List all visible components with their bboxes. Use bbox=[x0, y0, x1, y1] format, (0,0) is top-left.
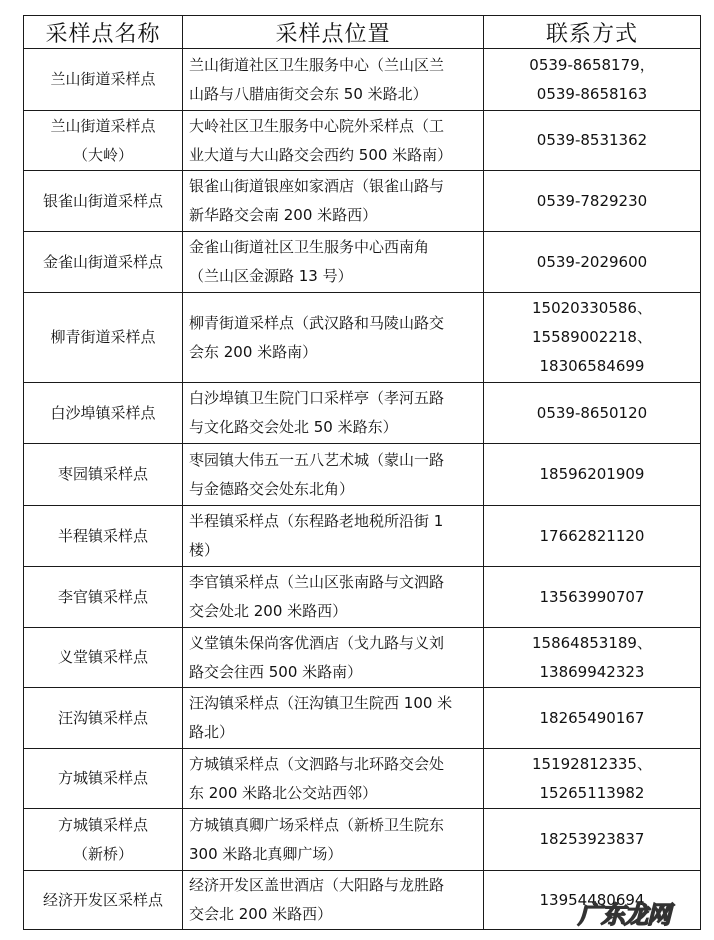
site-location-cell bbox=[183, 293, 484, 383]
contact-phone-cell-line: 13563990707 bbox=[539, 587, 645, 606]
table-row bbox=[24, 232, 701, 293]
site-name-cell-line: 义堂镇采样点 bbox=[57, 648, 148, 666]
contact-phone-cell-line: 0539-8531362 bbox=[536, 131, 648, 149]
table-row bbox=[24, 506, 701, 567]
table-body bbox=[24, 49, 701, 930]
table-row bbox=[24, 293, 701, 383]
site-location-cell bbox=[183, 383, 484, 444]
table-row bbox=[24, 567, 701, 628]
contact-phone-cell-line: 0539-7829230 bbox=[536, 191, 648, 210]
site-name-cell bbox=[24, 111, 183, 171]
contact-phone-cell bbox=[484, 49, 701, 111]
watermark-logo: 广东龙网 bbox=[578, 901, 670, 929]
contact-phone-cell bbox=[484, 444, 701, 506]
site-location-cell-line: 路北） bbox=[189, 723, 235, 741]
contact-phone-cell-line: 17662821120 bbox=[539, 526, 645, 545]
site-location-cell bbox=[183, 171, 484, 232]
site-name-cell-line: 银雀山街道采样点 bbox=[42, 191, 163, 210]
site-location-cell-line: 方城镇真卿广场采样点（新桥卫生院东 bbox=[189, 815, 445, 834]
contact-phone-cell-line: 18253923837 bbox=[539, 830, 645, 848]
site-location-cell bbox=[183, 111, 484, 171]
site-location-cell-line: 交会北 200 米路西） bbox=[189, 905, 333, 923]
site-location-cell-line: （兰山区金源路 13 号） bbox=[189, 267, 353, 285]
site-name-cell-line: 柳青街道采样点 bbox=[50, 328, 156, 346]
site-location-cell-line: 汪沟镇采样点（汪沟镇卫生院西 100 米 bbox=[189, 694, 453, 712]
contact-phone-cell-line: 15265113982 bbox=[539, 783, 645, 802]
site-location-cell bbox=[183, 567, 484, 628]
site-location-cell bbox=[183, 749, 484, 809]
site-location-cell-line: 大岭社区卫生服务中心院外采样点（工 bbox=[189, 116, 445, 135]
site-location-cell-line: 新华路交会南 200 米路西） bbox=[189, 206, 378, 224]
contact-phone-cell bbox=[484, 628, 701, 688]
contact-phone-cell bbox=[484, 111, 701, 171]
site-name-cell-line: 李官镇采样点 bbox=[57, 587, 148, 606]
table-row bbox=[24, 628, 701, 688]
contact-phone-cell bbox=[484, 293, 701, 383]
site-name-cell-line: （新桥） bbox=[72, 844, 133, 863]
site-name-cell-line: 兰山街道采样点 bbox=[50, 70, 156, 88]
contact-phone-cell-line: 15589002218、 bbox=[532, 328, 652, 346]
contact-phone-cell bbox=[484, 688, 701, 749]
contact-phone-cell-line: 0539-2029600 bbox=[536, 252, 648, 271]
contact-phone-cell bbox=[484, 171, 701, 232]
site-location-cell-line: 与文化路交会处北 50 米路东） bbox=[189, 418, 398, 436]
contact-phone-cell-line: 0539-8658179， bbox=[529, 55, 655, 74]
site-name-cell-line: 方城镇采样点 bbox=[57, 769, 148, 787]
site-location-cell bbox=[183, 444, 484, 506]
site-location-cell-line: 义堂镇朱保尚客优酒店（戈九路与义刘 bbox=[189, 633, 445, 652]
site-name-cell-line: （大岭） bbox=[72, 145, 133, 164]
site-name-cell bbox=[24, 688, 183, 749]
table-row bbox=[24, 444, 701, 506]
site-name-cell-line: 半程镇采样点 bbox=[57, 526, 148, 545]
contact-phone-cell-line: 18596201909 bbox=[539, 465, 645, 483]
contact-phone-cell-line: 15192812335、 bbox=[532, 754, 652, 773]
header-site-name: 采样点名称 bbox=[24, 16, 183, 49]
site-name-cell-line: 白沙埠镇采样点 bbox=[50, 403, 156, 422]
contact-phone-cell bbox=[484, 749, 701, 809]
table-row bbox=[24, 749, 701, 809]
contact-phone-cell bbox=[484, 232, 701, 293]
site-name-cell bbox=[24, 383, 183, 444]
site-location-cell-line: 兰山街道社区卫生服务中心（兰山区兰 bbox=[189, 55, 445, 74]
site-name-cell bbox=[24, 567, 183, 628]
header-contact: 联系方式 bbox=[484, 16, 701, 49]
site-name-cell-line: 经济开发区采样点 bbox=[42, 890, 163, 909]
site-name-cell bbox=[24, 871, 183, 930]
site-name-cell bbox=[24, 49, 183, 111]
table-row bbox=[24, 383, 701, 444]
contact-phone-cell bbox=[484, 809, 701, 871]
site-location-cell bbox=[183, 506, 484, 567]
site-name-cell bbox=[24, 232, 183, 293]
site-name-cell bbox=[24, 506, 183, 567]
site-name-cell-line: 汪沟镇采样点 bbox=[57, 708, 148, 727]
site-location-cell-line: 交会处北 200 米路西） bbox=[189, 602, 348, 620]
site-name-cell-line: 金雀山街道采样点 bbox=[42, 252, 163, 271]
site-name-cell bbox=[24, 749, 183, 809]
site-location-cell-line: 经济开发区盖世酒店（大阳路与龙胜路 bbox=[189, 876, 445, 894]
site-location-cell-line: 会东 200 米路南） bbox=[189, 342, 318, 361]
contact-phone-cell-line: 13869942323 bbox=[539, 662, 645, 681]
site-name-cell bbox=[24, 628, 183, 688]
header-site-location: 采样点位置 bbox=[183, 16, 484, 49]
table-row bbox=[24, 809, 701, 871]
contact-phone-cell bbox=[484, 567, 701, 628]
site-name-cell bbox=[24, 171, 183, 232]
site-location-cell bbox=[183, 688, 484, 749]
site-location-cell-line: 300 米路北真卿广场） bbox=[189, 844, 343, 863]
site-location-cell-line: 银雀山街道银座如家酒店（银雀山路与 bbox=[189, 177, 445, 195]
site-location-cell-line: 半程镇采样点（东程路老地税所沿街 1 bbox=[189, 512, 444, 530]
site-location-cell-line: 金雀山街道社区卫生服务中心西南角 bbox=[189, 238, 430, 256]
site-location-cell bbox=[183, 809, 484, 871]
site-location-cell-line: 白沙埠镇卫生院门口采样亭（孝河五路 bbox=[189, 389, 445, 407]
site-location-cell-line: 楼） bbox=[189, 541, 220, 559]
site-location-cell-line: 方城镇采样点（文泗路与北环路交会处 bbox=[189, 754, 445, 773]
table-row bbox=[24, 171, 701, 232]
site-location-cell-line: 路交会往西 500 米路南） bbox=[189, 662, 363, 681]
site-location-cell-line: 枣园镇大伟五一五八艺术城（蒙山一路 bbox=[189, 450, 445, 469]
contact-phone-cell-line: 13954480694 bbox=[539, 890, 645, 909]
sampling-sites-table bbox=[23, 15, 701, 930]
site-name-cell bbox=[24, 293, 183, 383]
site-location-cell-line: 柳青街道采样点（武汉路和马陵山路交 bbox=[189, 313, 445, 332]
site-name-cell bbox=[24, 809, 183, 871]
site-name-cell-line: 兰山街道采样点 bbox=[50, 116, 156, 135]
site-location-cell bbox=[183, 49, 484, 111]
site-location-cell bbox=[183, 871, 484, 930]
site-location-cell-line: 业大道与大山路交会西约 500 米路南） bbox=[189, 145, 453, 164]
site-location-cell-line: 与金德路交会处东北角） bbox=[189, 479, 355, 498]
contact-phone-cell-line: 0539-8650120 bbox=[536, 403, 648, 422]
contact-phone-cell-line: 15864853189、 bbox=[532, 633, 652, 652]
site-location-cell-line: 李官镇采样点（兰山区张南路与文泗路 bbox=[189, 573, 445, 591]
site-name-cell bbox=[24, 444, 183, 506]
contact-phone-cell-line: 0539-8658163 bbox=[536, 84, 648, 103]
table-row bbox=[24, 111, 701, 171]
site-name-cell-line: 枣园镇采样点 bbox=[57, 465, 148, 483]
contact-phone-cell-line: 18265490167 bbox=[539, 708, 645, 727]
contact-phone-cell bbox=[484, 506, 701, 567]
site-location-cell-line: 山路与八腊庙街交会东 50 米路北） bbox=[189, 84, 428, 103]
site-location-cell bbox=[183, 628, 484, 688]
table-header-row bbox=[24, 16, 701, 49]
table-row bbox=[24, 49, 701, 111]
site-location-cell-line: 东 200 米路北公交站西邻） bbox=[189, 783, 378, 802]
contact-phone-cell-line: 15020330586、 bbox=[532, 299, 652, 317]
table-row bbox=[24, 688, 701, 749]
contact-phone-cell-line: 18306584699 bbox=[539, 357, 645, 375]
site-name-cell-line: 方城镇采样点 bbox=[57, 815, 148, 834]
contact-phone-cell bbox=[484, 383, 701, 444]
site-location-cell bbox=[183, 232, 484, 293]
